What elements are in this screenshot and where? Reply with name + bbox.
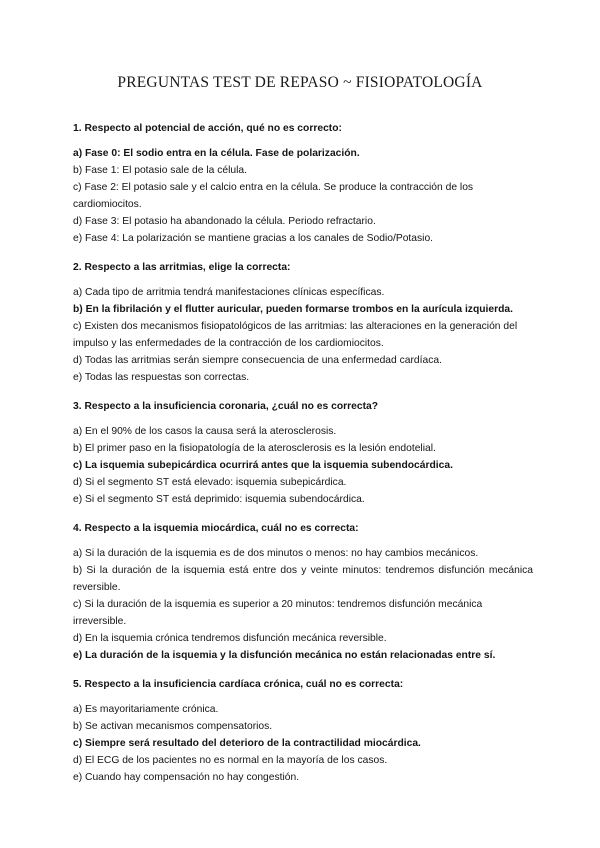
question-3 [73,398,533,508]
answer-option: e) Fase 4: La polarización se mantiene gracias a los canales de Sodio/Potasio. [73,233,434,244]
answer-option: d) Fase 3: El potasio ha abandonado la célula. Periodo refractario. [73,216,376,227]
answer-option: e) Cuando hay compensación no hay congestión. [73,772,300,783]
answer-option: b) El primer paso en la fisiopatología de la aterosclerosis es la lesión endotelial. [73,443,436,454]
answer-option: e) Si el segmento ST está deprimido: isquemia subendocárdica. [73,494,365,505]
answer-option: a) En el 90% de los casos la causa será la aterosclerosis. [73,426,337,437]
answer-option: a) Cada tipo de arritmia tendrá manifestaciones clínicas específicas. [73,287,385,298]
answer-option: e) Todas las respuestas son correctas. [73,372,250,383]
answer-option: a) Fase 0: El sodio entra en la célula. Fase de polarización. [73,148,360,159]
question-list [73,120,533,798]
answer-option: c) Fase 2: El potasio sale y el calcio entra en la célula. Se produce la contracción de los cardiomiocitos. [73,182,474,210]
question-4 [73,520,533,664]
question-heading: 4. Respecto a la isquemia miocárdica, cuál no es correcta: [73,523,359,534]
page-title: PREGUNTAS TEST DE REPASO ~ FISIOPATOLOGÍA [117,74,483,91]
answer-option: b) Se activan mecanismos compensatorios. [73,721,273,732]
answer-option: c) Existen dos mecanismos fisiopatológicos de las arritmias: las alteraciones en la generación del impulso y las enfermedades de la contracción de los cardiomiocitos. [73,321,518,349]
answer-option: d) El ECG de los pacientes no es normal en la mayoría de los casos. [73,755,388,766]
answer-option: c) Siempre será resultado del deterioro de la contractilidad miocárdica. [73,738,421,749]
question-heading: 3. Respecto a la insuficiencia coronaria, ¿cuál no es correcta? [73,401,379,412]
question-heading: 5. Respecto a la insuficiencia cardíaca crónica, cuál no es correcta: [73,679,404,690]
answer-option: e) La duración de la isquemia y la disfunción mecánica no están relacionadas entre sí. [73,650,496,661]
answer-option: d) En la isquemia crónica tendremos disfunción mecánica reversible. [73,633,387,644]
answer-option: c) La isquemia subepicárdica ocurrirá antes que la isquemia subendocárdica. [73,460,453,471]
answer-option: a) Si la duración de la isquemia es de dos minutos o menos: no hay cambios mecánicos. [73,548,479,559]
answer-option: c) Si la duración de la isquemia es superior a 20 minutos: tendremos disfunción mecánica irreversible. [73,599,483,627]
question-1 [73,120,533,247]
answer-option: b) En la fibrilación y el flutter auricular, pueden formarse trombos en la aurícula izquierda. [73,304,514,315]
answer-option: b) Si la duración de la isquemia está entre dos y veinte minutos: tendremos disfunción mecánica reversible. [73,565,533,593]
answer-option: d) Si el segmento ST está elevado: isquemia subepicárdica. [73,477,347,488]
question-5 [73,676,533,786]
question-2 [73,259,533,386]
answer-option: b) Fase 1: El potasio sale de la célula. [73,165,248,176]
answer-option: d) Todas las arritmias serán siempre consecuencia de una enfermedad cardíaca. [73,355,442,366]
question-heading: 2. Respecto a las arritmias, elige la correcta: [73,262,291,273]
question-heading: 1. Respecto al potencial de acción, qué no es correcto: [73,123,342,134]
answer-option: a) Es mayoritariamente crónica. [73,704,219,715]
